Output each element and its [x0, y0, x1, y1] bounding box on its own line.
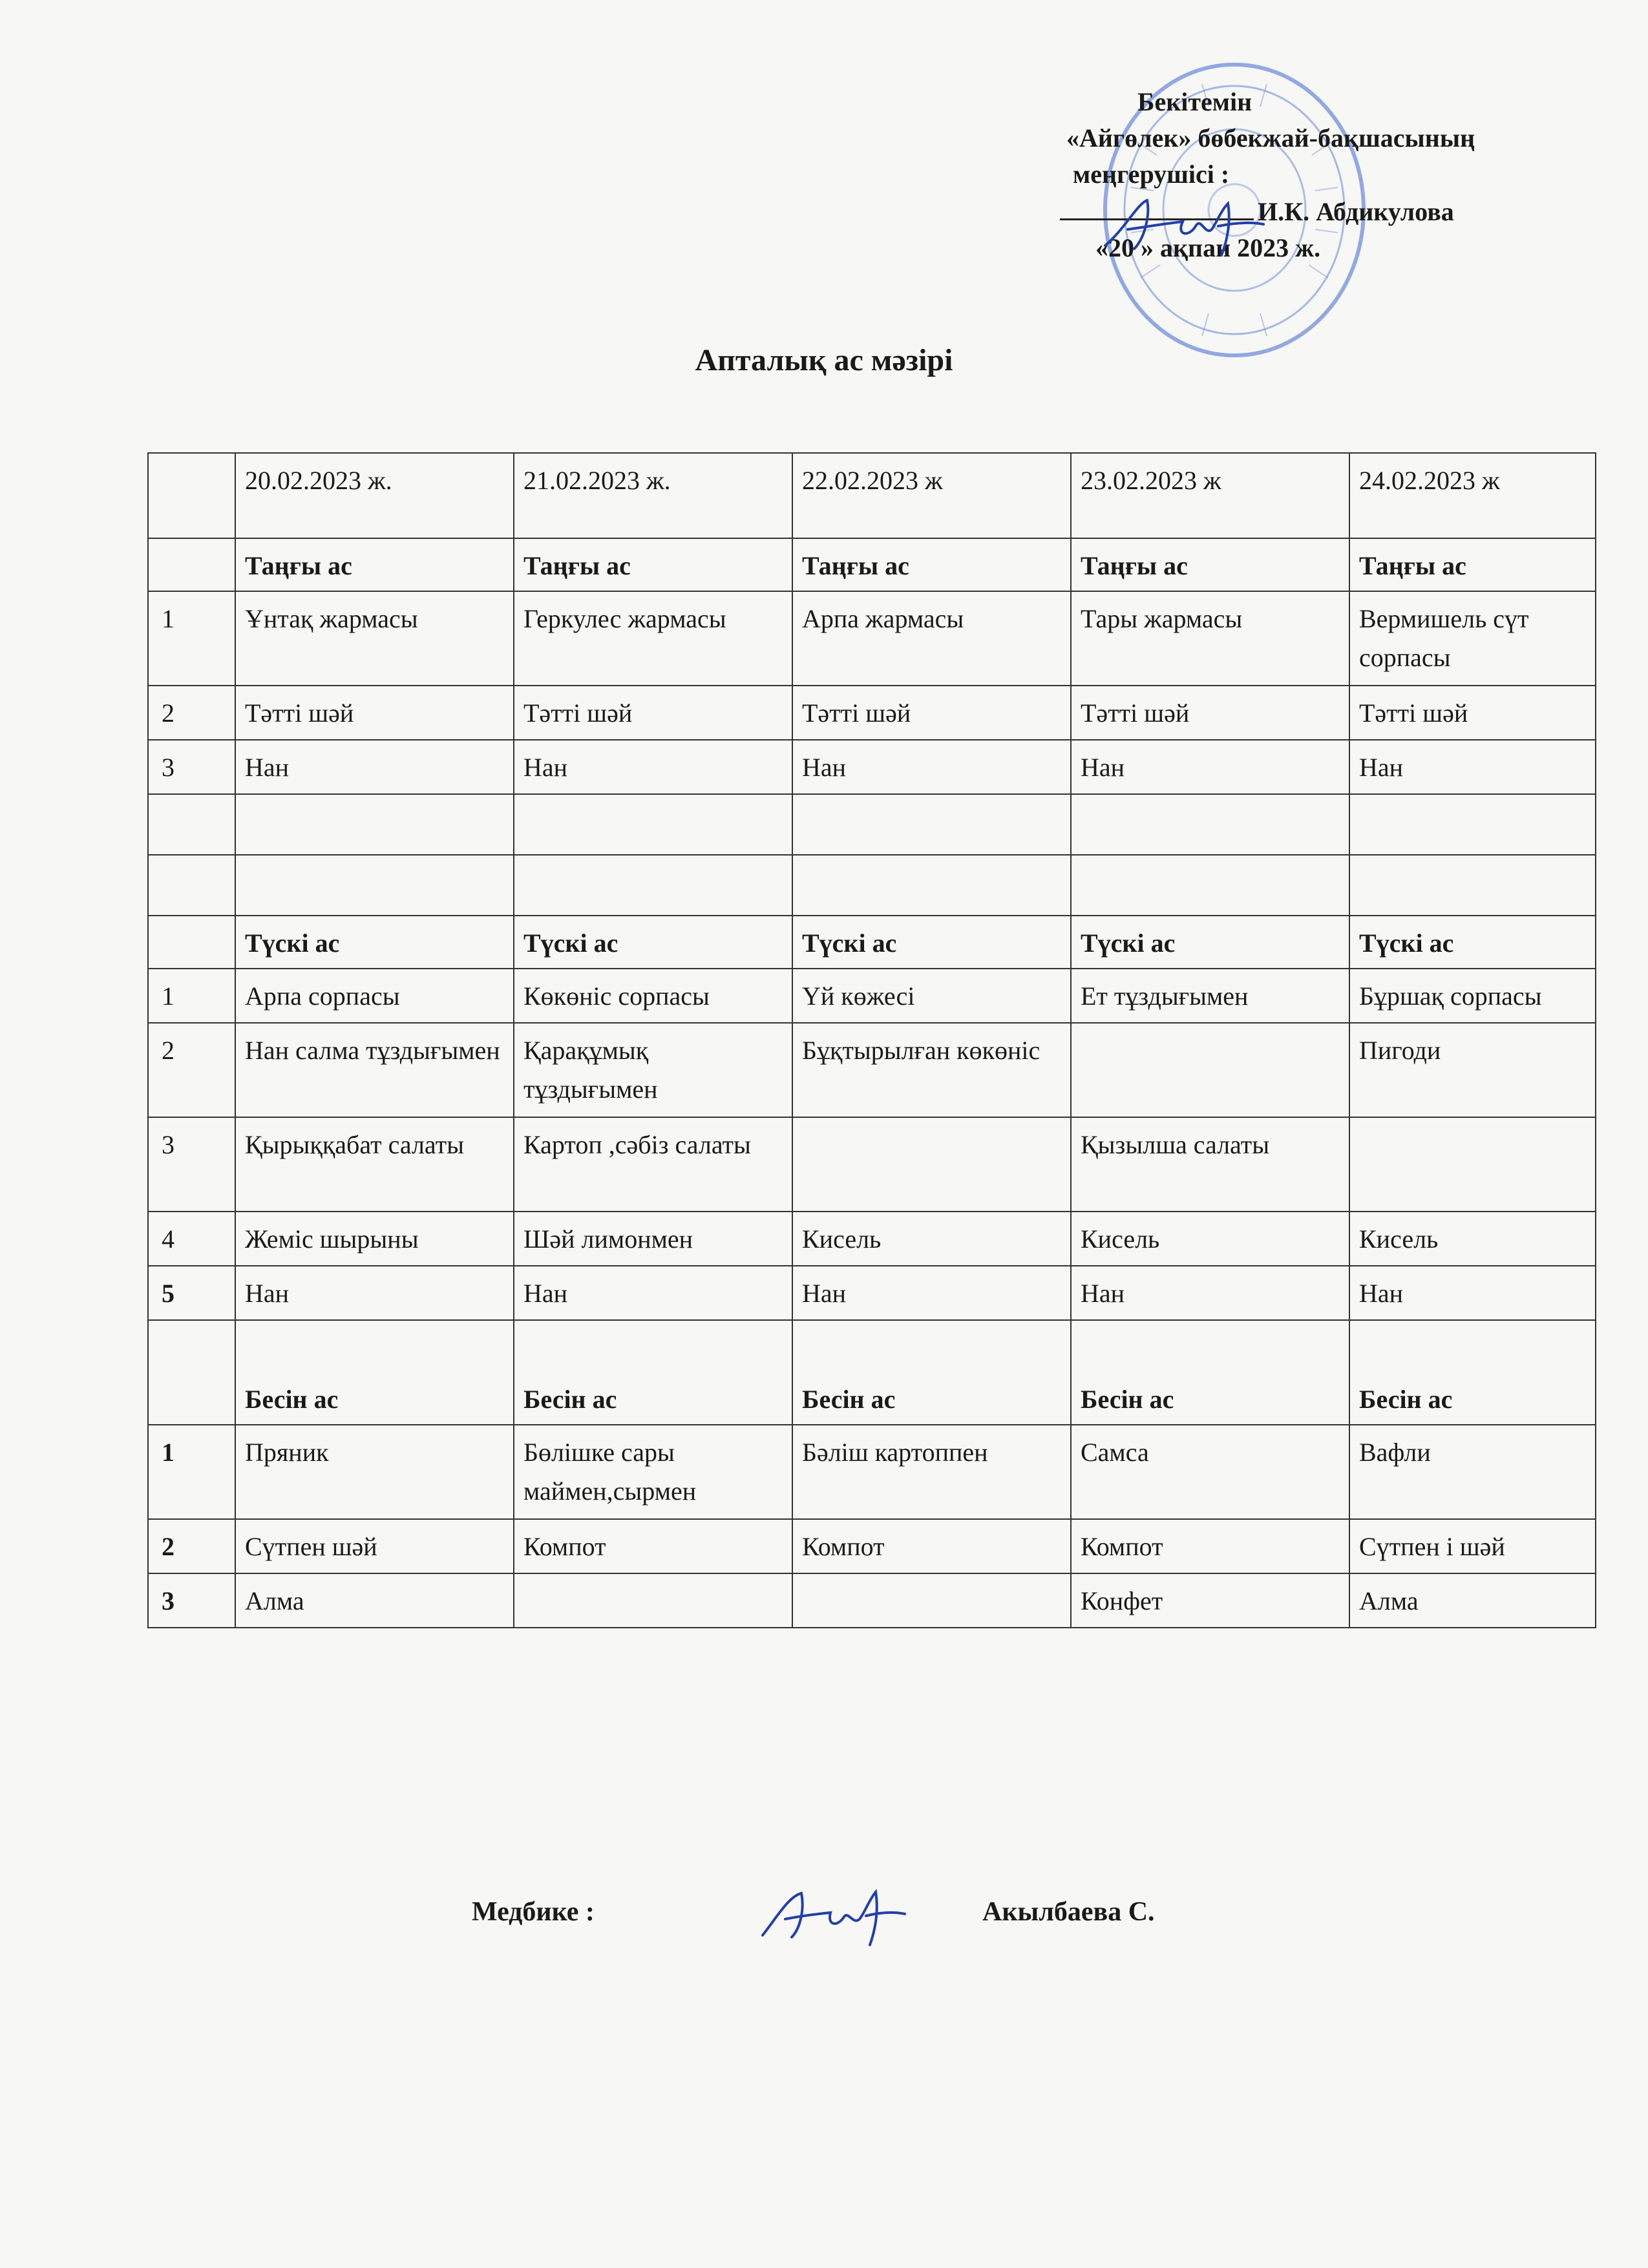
menu-item-cell: Жеміс шырыны: [235, 1212, 514, 1266]
approval-date: «20 » ақпан 2023 ж.: [1095, 233, 1321, 262]
empty-cell: [1349, 794, 1596, 855]
menu-item-cell: Бұршақ сорпасы: [1349, 969, 1596, 1023]
table-row: [148, 1023, 1596, 1117]
menu-item-cell: Пигоди: [1349, 1023, 1596, 1117]
row-number-cell: [148, 916, 235, 969]
date-header-cell: 21.02.2023 ж.: [514, 453, 792, 538]
empty-cell: [514, 855, 792, 916]
table-row: [148, 686, 1596, 740]
menu-item-cell: Қарақұмық тұздығымен: [514, 1023, 792, 1117]
menu-item-cell: Сүтпен і шәй: [1349, 1519, 1596, 1573]
lunch-label-cell: Түскі ас: [514, 916, 792, 969]
menu-item-cell: Кисель: [792, 1212, 1071, 1266]
table-row: [148, 1519, 1596, 1573]
menu-item-cell: Нан: [1071, 1266, 1349, 1320]
snack-label-cell: Бесін ас: [514, 1320, 792, 1425]
row-number-cell: 2: [148, 1023, 235, 1117]
menu-item-cell: Үй көжесі: [792, 969, 1071, 1023]
table-row: [148, 1573, 1596, 1628]
menu-item-cell: Пряник: [235, 1425, 514, 1519]
menu-item-cell: Нан: [1349, 740, 1596, 794]
empty-cell: [514, 794, 792, 855]
row-number-cell: 2: [148, 686, 235, 740]
menu-item-cell: Компот: [514, 1519, 792, 1573]
empty-cell: [792, 794, 1071, 855]
menu-item-cell: Компот: [1071, 1519, 1349, 1573]
breakfast-label-cell: Таңғы ас: [514, 538, 792, 591]
menu-item-cell: Алма: [1349, 1573, 1596, 1628]
menu-item-cell: Тары жармасы: [1071, 591, 1349, 686]
snack-label-row: [148, 1320, 1596, 1425]
menu-item-cell: Алма: [235, 1573, 514, 1628]
date-header-cell: 22.02.2023 ж: [792, 453, 1071, 538]
menu-item-cell: Самса: [1071, 1425, 1349, 1519]
menu-item-cell: Тәтті шәй: [1349, 686, 1596, 740]
menu-item-cell: Нан салма тұздығымен: [235, 1023, 514, 1117]
menu-item-cell: Нан: [1349, 1266, 1596, 1320]
table-row: [148, 1212, 1596, 1266]
approval-director-name: И.К. Абдикулова: [1258, 197, 1454, 226]
menu-item-cell: [792, 1117, 1071, 1212]
row-number-cell: 3: [148, 740, 235, 794]
empty-cell: [235, 794, 514, 855]
approval-institution: «Айгөлек» бөбекжай-бақшасының: [1066, 123, 1475, 152]
menu-item-cell: Компот: [792, 1519, 1071, 1573]
menu-item-cell: Бөлішке сары маймен,сырмен: [514, 1425, 792, 1519]
menu-item-cell: Вафли: [1349, 1425, 1596, 1519]
lunch-label-cell: Түскі ас: [792, 916, 1071, 969]
empty-cell: [235, 855, 514, 916]
empty-row: [148, 794, 1596, 855]
menu-item-cell: [1071, 1023, 1349, 1117]
date-header-cell: 24.02.2023 ж: [1349, 453, 1596, 538]
row-number-cell: 1: [148, 1425, 235, 1519]
snack-label-cell: Бесін ас: [1071, 1320, 1349, 1425]
menu-item-cell: Бәліш картоппен: [792, 1425, 1071, 1519]
lunch-label-row: [148, 916, 1596, 969]
approval-position: меңгерушісі :: [1073, 160, 1230, 189]
table-row: [148, 1425, 1596, 1519]
breakfast-label-cell: Таңғы ас: [792, 538, 1071, 591]
snack-label-cell: Бесін ас: [1349, 1320, 1596, 1425]
approval-heading: Бекітемін: [1137, 87, 1252, 116]
empty-row: [148, 855, 1596, 916]
table-row: [148, 740, 1596, 794]
row-number-cell: 5: [148, 1266, 235, 1320]
table-row: [148, 591, 1596, 686]
menu-item-cell: Нан: [792, 740, 1071, 794]
menu-item-cell: Ет тұздығымен: [1071, 969, 1349, 1023]
lunch-label-cell: Түскі ас: [1071, 916, 1349, 969]
menu-item-cell: [792, 1573, 1071, 1628]
menu-item-cell: Қырыққабат салаты: [235, 1117, 514, 1212]
nurse-signature: [756, 1880, 911, 1951]
date-header-cell: 20.02.2023 ж.: [235, 453, 514, 538]
lunch-label-cell: Түскі ас: [1349, 916, 1596, 969]
empty-cell: [148, 855, 235, 916]
date-header-cell: 23.02.2023 ж: [1071, 453, 1349, 538]
menu-item-cell: Нан: [235, 740, 514, 794]
footer-role: Медбике :: [472, 1897, 595, 1927]
menu-item-cell: Нан: [514, 1266, 792, 1320]
table-row: [148, 1117, 1596, 1212]
menu-item-cell: Тәтті шәй: [235, 686, 514, 740]
empty-cell: [1349, 855, 1596, 916]
row-number-cell: 4: [148, 1212, 235, 1266]
menu-item-cell: Кисель: [1349, 1212, 1596, 1266]
date-header-row: [148, 453, 1596, 538]
page-title: Апталық ас мәзірі: [695, 343, 953, 377]
row-number-cell: 3: [148, 1573, 235, 1628]
menu-item-cell: Нан: [514, 740, 792, 794]
menu-item-cell: Ұнтақ жармасы: [235, 591, 514, 686]
corner-cell: [148, 453, 235, 538]
empty-cell: [148, 794, 235, 855]
empty-cell: [1071, 794, 1349, 855]
menu-item-cell: [1349, 1117, 1596, 1212]
breakfast-label-cell: Таңғы ас: [1071, 538, 1349, 591]
menu-item-cell: Вермишель сүт сорпасы: [1349, 591, 1596, 686]
menu-item-cell: Нан: [235, 1266, 514, 1320]
menu-item-cell: Тәтті шәй: [792, 686, 1071, 740]
menu-item-cell: Сүтпен шәй: [235, 1519, 514, 1573]
menu-item-cell: Шәй лимонмен: [514, 1212, 792, 1266]
lunch-label-cell: Түскі ас: [235, 916, 514, 969]
menu-item-cell: [514, 1573, 792, 1628]
row-number-cell: [148, 1320, 235, 1425]
breakfast-label-cell: Таңғы ас: [235, 538, 514, 591]
menu-item-cell: Арпа сорпасы: [235, 969, 514, 1023]
row-number-cell: 1: [148, 969, 235, 1023]
weekly-menu-table: [147, 452, 1595, 1628]
menu-item-cell: Кисель: [1071, 1212, 1349, 1266]
menu-item-cell: Тәтті шәй: [514, 686, 792, 740]
menu-item-cell: Конфет: [1071, 1573, 1349, 1628]
breakfast-label-cell: Таңғы ас: [1349, 538, 1596, 591]
row-number-cell: 2: [148, 1519, 235, 1573]
menu-item-cell: Нан: [792, 1266, 1071, 1320]
director-signature: [1099, 191, 1267, 262]
menu-item-cell: Қызылша салаты: [1071, 1117, 1349, 1212]
footer-nurse-name: Акылбаева С.: [982, 1897, 1155, 1927]
table-row: [148, 1266, 1596, 1320]
row-number-cell: 1: [148, 591, 235, 686]
menu-item-cell: Геркулес жармасы: [514, 591, 792, 686]
table-row: [148, 969, 1596, 1023]
row-number-cell: 3: [148, 1117, 235, 1212]
menu-item-cell: Бұқтырылған көкөніс: [792, 1023, 1071, 1117]
empty-cell: [1071, 855, 1349, 916]
row-number-cell: [148, 538, 235, 591]
menu-item-cell: Картоп ,сәбіз салаты: [514, 1117, 792, 1212]
snack-label-cell: Бесін ас: [235, 1320, 514, 1425]
menu-item-cell: Көкөніс сорпасы: [514, 969, 792, 1023]
menu-item-cell: Нан: [1071, 740, 1349, 794]
breakfast-label-row: [148, 538, 1596, 591]
menu-item-cell: Тәтті шәй: [1071, 686, 1349, 740]
empty-cell: [792, 855, 1071, 916]
snack-label-cell: Бесін ас: [792, 1320, 1071, 1425]
menu-item-cell: Арпа жармасы: [792, 591, 1071, 686]
